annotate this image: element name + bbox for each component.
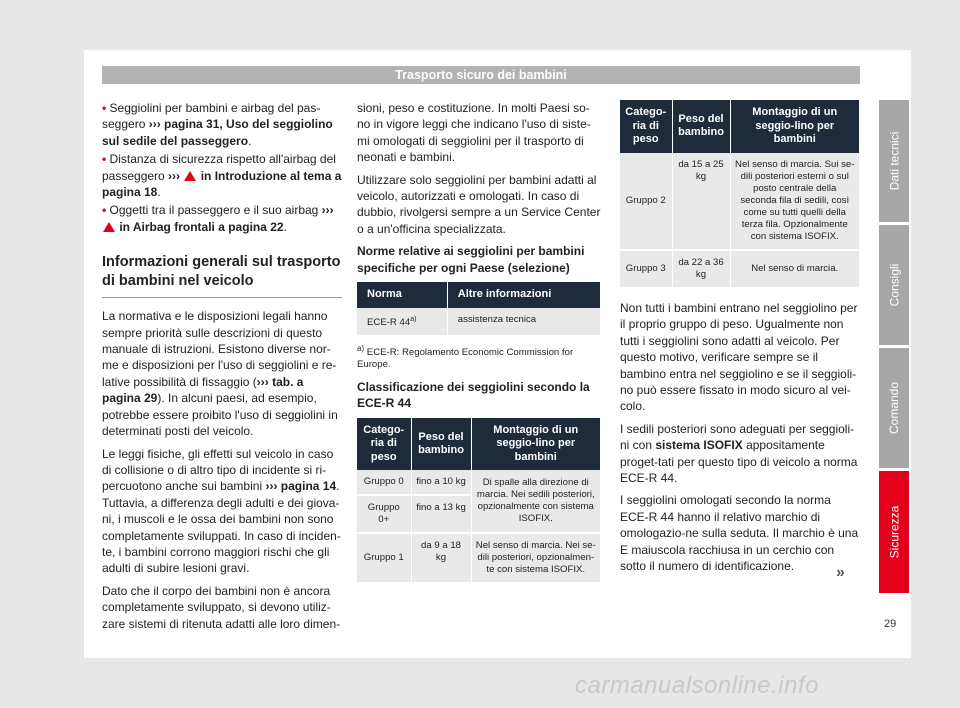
classification-heading: Classificazione dei seggiolini secondo la ECE-R 44 [357,379,590,411]
page-number: 29 [884,618,897,630]
link-arrow-icon[interactable]: ››› [321,203,334,218]
watermark: carmanualsonline.info [575,672,819,699]
bullet-item: • Distanza di sicurezza rispetto all'airbag del passeggero ››› in Introduzione al tema a pagina 18. [102,152,342,200]
bullet-item: • Seggiolini per bambini e airbag del pas-seggero ››› pagina 31, Uso del seggiolino sul sedile del passeggero. [102,101,333,148]
table-row [357,470,601,495]
table-cell: Gruppo 0+ [357,495,411,533]
table-cell: Gruppo 3 [620,250,672,288]
paragraph: I seggiolini omologati secondo la norma ECE-R 44 hanno il relativo marchio di omologazio-ne sulla seduta. Il marchio è una E maiuscola racchiusa in un cerchio con sotto il numero di identificazione. [620,493,859,574]
tab-comando[interactable]: Comando [879,348,909,468]
paragraph: I sedili posteriori sono adeguati per seggioli-ni con sistema ISOFIX appositamente proget-tati per questo tipo di veicolo a norma ECE-R 44. [620,421,858,486]
cross-reference-link[interactable]: pagina 31, Uso del seggiolino sul sedile del passeggero [102,117,333,148]
footnote: $^{a)}$ ECE-R: Regolamento Economic Commission for Europe. [357,343,574,370]
column-right [620,300,860,581]
paragraph: Non tutti i bambini entrano nel seggiolino per il proprio gruppo di peso. Ugualmente non tutti i seggiolini sono adatti al veicolo. Per questo motivo, verificare sempre se il bambino entra nel seggiolino e se il seggioli-no può essere fissato in modo sicuro al vei-colo. [620,301,858,414]
table-header-cell: Montaggio di un seggio-lino per bambini [730,100,860,153]
link-arrow-icon[interactable]: ››› [256,374,269,389]
table-cell: da 9 a 18 kg [411,533,471,583]
table-row [357,308,601,336]
bullet-dot-icon: • [102,152,107,167]
bullet-dot-icon: • [102,203,107,218]
warning-icon [184,171,196,181]
footnote-ref: a) [410,315,417,323]
link-arrow-icon[interactable]: ››› [265,479,278,494]
table-cell: Gruppo 2 [620,153,672,250]
cross-reference-link[interactable]: pagina 14 [277,479,337,494]
table-header-cell: Altre informazioni [447,282,600,308]
cross-reference-link[interactable]: tab. a pagina 29 [102,374,304,406]
paragraph: Utilizzare solo seggiolini per bambini adatti al veicolo, autorizzati e omologati. In caso di dubbio, rivolgersi sempre a un Service Center o a un'officina specializzata. [357,172,601,236]
warning-icon [103,222,115,232]
link-arrow-icon[interactable]: ››› [168,168,181,183]
section-title: Informazioni generali sul trasporto di bambini nel veicolo [102,253,342,298]
paragraph: Le leggi fisiche, gli effetti sul veicolo in caso di collisione o di altro tipo di incidente si ri-percuotono anche sui bambini ››› pagina 14. Tuttavia, a differenza degli adulti e dei giova-ni, i muscoli e le ossa dei bambini non sono completamente sviluppati. In caso di inciden-te, i bambini corrono maggiori rischi che gli adulti di subire lesioni gravi. [102,446,341,576]
tab-dati-tecnici[interactable]: Dati tecnici [879,100,909,222]
link-arrow-icon[interactable]: ››› [148,117,161,132]
column-middle [357,100,601,584]
table-cell: Nel senso di marcia. Nei se-dili posteriori, opzionalmen-te con sistema ISOFIX. [471,533,601,583]
table-header-cell: Catego-ria di peso [357,418,411,471]
table-cell: Di spalle alla direzione di marcia. Nei sedili posteriori, opzionalmente con sistema ISOFIX. [471,470,601,533]
table-row [620,250,860,288]
table-cell: Nel senso di marcia. [730,250,860,288]
paragraph: La normativa e le disposizioni legali hanno sempre priorità sulle descrizioni di questo manuale di istruzioni. Esistono diverse nor-me e disposizioni per l'uso di seggiolini e re-lative possibilità di fissaggio (››› tab. a pagina 29). In alcuni paesi, ad esempio, potrebbe essere proibito l'uso di seggiolini in determinati posti del veicolo. [102,309,338,439]
column-right-table [620,100,860,289]
table-row [357,533,601,583]
table-cell: Gruppo 0 [357,470,411,495]
bullet-item: • Oggetti tra il passeggero e il suo airbag ››› in Airbag frontali a pagina 22. [102,203,334,234]
norm-table [357,282,601,337]
norm-heading: Norme relative ai seggiolini per bambini specifiche per ogni Paese (selezione) [357,244,585,275]
column-left [102,100,342,638]
table-header-cell: Montaggio di un seggio-lino per bambini [471,418,601,471]
table-header-cell: Peso del bambino [672,100,730,153]
paragraph: sioni, peso e costituzione. In molti Paesi so-no in vigore leggi che indicano l'uso di siste-mi omologati di seggiolini per il trasporto di neonati e bambini. [357,101,591,165]
table-header-cell: Peso del bambino [411,418,471,471]
table-cell: Nel senso di marcia. Sui se-dili posteriori esterni o sul posto centrale della seconda fila di sedili, così come su tutti quelli della terza fila. Opzionalmente con sistema ISOFIX. [730,153,860,250]
classification-table-continued [620,100,860,289]
tab-consigli[interactable]: Consigli [879,225,909,345]
table-cell: da 22 a 36 kg [672,250,730,288]
bullet-dot-icon: • [102,101,107,115]
page-header: Trasporto sicuro dei bambini [102,66,860,84]
table-cell: fino a 10 kg [411,470,471,495]
table-header-cell: Norma [357,282,447,308]
table-cell: Gruppo 1 [357,533,411,583]
table-cell: assistenza tecnica [447,308,600,336]
table-cell: ECE-R 44$^{a)}$ [357,308,447,336]
table-cell: da 15 a 25 kg [672,153,730,250]
paragraph: Dato che il corpo dei bambini non è ancora completamente sviluppato, si devono utiliz-zare sistemi di ritenuta adatti alle loro dimen- [102,583,341,631]
classification-table [357,418,601,585]
table-cell: fino a 13 kg [411,495,471,533]
tab-sicurezza[interactable]: Sicurezza [879,471,909,593]
cross-reference-link[interactable]: in Airbag frontali a pagina 22 [116,219,284,234]
continue-arrow-icon: » [836,564,845,581]
table-row [620,153,860,250]
table-header-cell: Catego-ria di peso [620,100,672,153]
cross-reference-link[interactable]: in Introduzione al tema a pagina 18 [102,168,342,200]
